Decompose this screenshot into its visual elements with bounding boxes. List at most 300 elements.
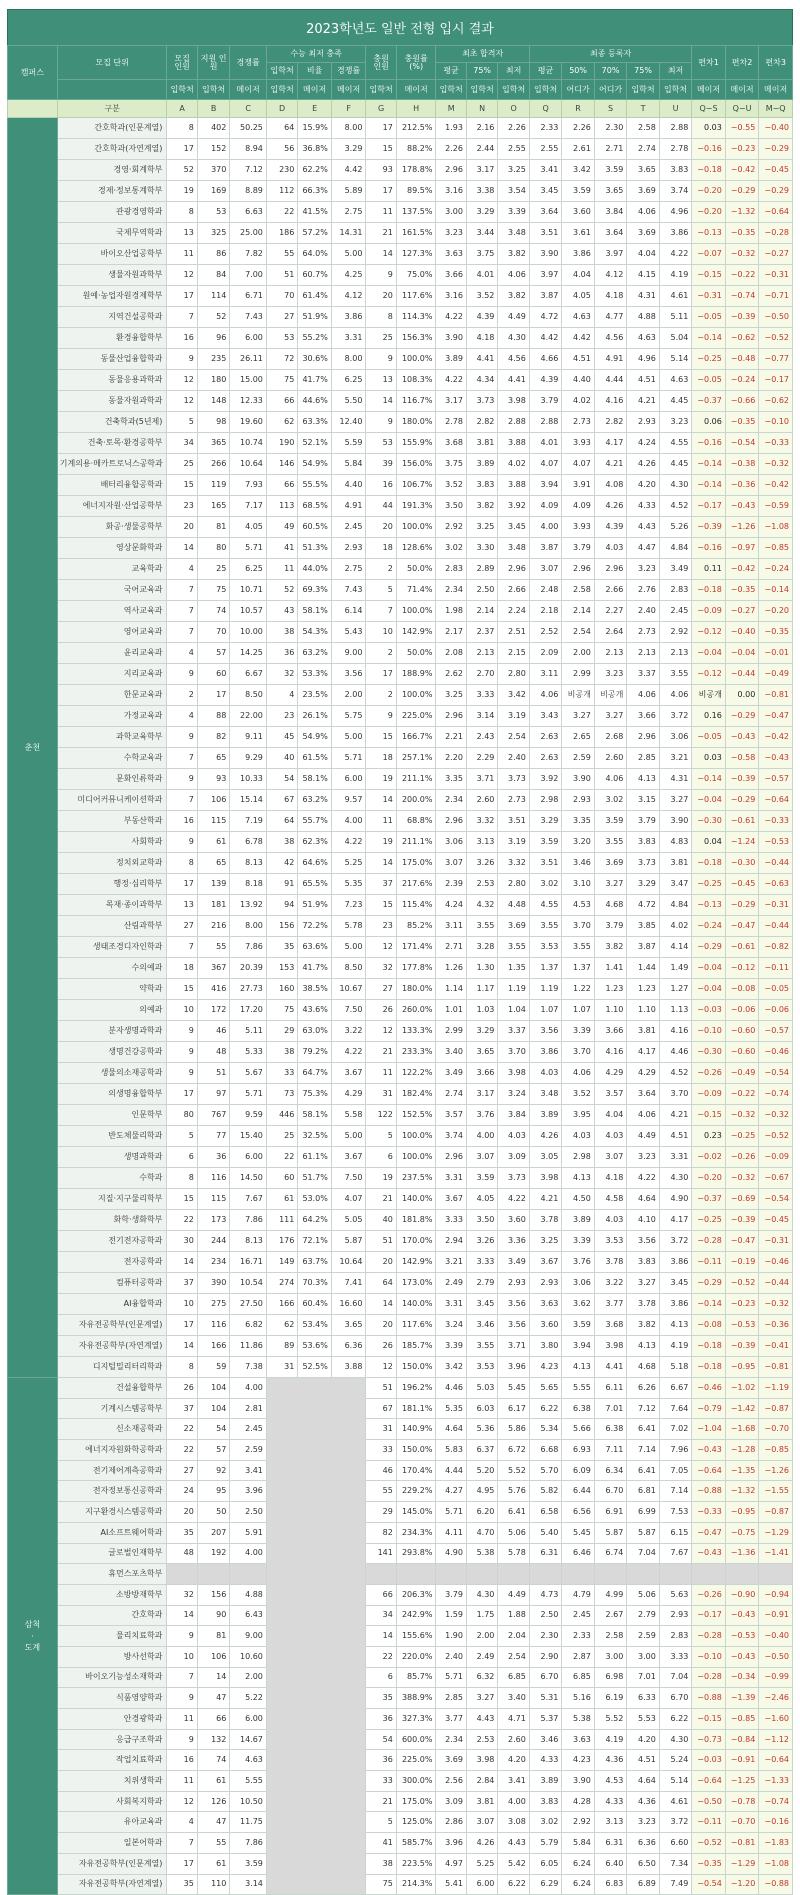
sub-final-50: 50% xyxy=(562,63,594,80)
value-cell: 3.55 xyxy=(466,1336,497,1357)
value-cell: 390 xyxy=(197,1273,229,1294)
value-cell: 2.96 xyxy=(436,160,466,181)
value-cell: 61 xyxy=(197,1771,229,1792)
deviation-cell: −1.32 xyxy=(725,202,759,223)
value-cell: 41 xyxy=(266,538,297,559)
value-cell: 14 xyxy=(167,1336,197,1357)
value-cell: 32 xyxy=(266,664,297,685)
deviation-cell: −0.29 xyxy=(725,181,759,202)
value-cell: 9 xyxy=(366,265,396,286)
value-cell: 2.90 xyxy=(529,1646,561,1667)
table-row xyxy=(8,1874,793,1895)
value-cell: 3.39 xyxy=(562,1231,594,1252)
value-cell: 5.35 xyxy=(436,1398,466,1419)
value-cell: 60.5% xyxy=(298,517,332,538)
deviation-cell: −0.43 xyxy=(725,1646,759,1667)
page-title: 2023학년도 일반 전형 입시 결과 xyxy=(7,9,793,45)
value-cell: 4.41 xyxy=(498,370,529,391)
value-cell: 1.44 xyxy=(627,958,659,979)
value-cell: 4.12 xyxy=(331,286,366,307)
value-cell: 4 xyxy=(167,1812,197,1833)
deviation-cell: −0.47 xyxy=(725,916,759,937)
deviation-cell: −0.48 xyxy=(725,349,759,370)
value-cell: 69.3% xyxy=(298,580,332,601)
deviation-cell: −0.61 xyxy=(725,937,759,958)
value-cell: 2.87 xyxy=(562,1646,594,1667)
value-cell: 6.81 xyxy=(627,1481,659,1502)
value-cell: 3.22 xyxy=(594,1273,626,1294)
deviation-cell: −0.28 xyxy=(692,1231,726,1252)
value-cell: 2.34 xyxy=(436,1729,466,1750)
table-row xyxy=(8,580,793,601)
table-row xyxy=(8,1626,793,1647)
value-cell: 27 xyxy=(266,307,297,328)
deviation-cell: −2.46 xyxy=(759,1688,793,1709)
value-cell: 4.03 xyxy=(562,1126,594,1147)
value-cell: 2.73 xyxy=(627,622,659,643)
value-cell: 3.94 xyxy=(529,475,561,496)
value-cell: 3.88 xyxy=(498,475,529,496)
deviation-cell: −0.27 xyxy=(759,244,793,265)
deviation-cell: −0.69 xyxy=(725,1189,759,1210)
value-cell: 178.8% xyxy=(396,160,436,181)
value-cell: 4.90 xyxy=(659,1189,692,1210)
deviation-cell: −0.11 xyxy=(759,958,793,979)
value-cell: 4.08 xyxy=(594,475,626,496)
value-cell: 3.47 xyxy=(659,874,692,895)
value-cell: 2.50 xyxy=(529,1605,561,1626)
value-cell: 3.06 xyxy=(436,832,466,853)
deviation-cell: −0.90 xyxy=(725,1584,759,1605)
value-cell: 106.7% xyxy=(396,475,436,496)
value-cell: 2.74 xyxy=(436,1084,466,1105)
value-cell: 402 xyxy=(197,118,229,139)
value-cell: 6.70 xyxy=(659,1688,692,1709)
value-cell: 2.96 xyxy=(627,727,659,748)
table-row xyxy=(8,853,793,874)
table-row xyxy=(8,979,793,1000)
value-cell: 4.84 xyxy=(659,538,692,559)
value-cell: 4.40 xyxy=(331,475,366,496)
value-cell: 4.83 xyxy=(659,832,692,853)
value-cell: 5.14 xyxy=(659,1771,692,1792)
value-cell: 133.3% xyxy=(396,1021,436,1042)
column-letter: U xyxy=(659,100,692,118)
value-cell: 4.88 xyxy=(627,307,659,328)
value-cell: 156 xyxy=(266,916,297,937)
source-cell: 메이저 xyxy=(725,80,759,100)
value-cell: 3.86 xyxy=(659,1252,692,1273)
value-cell: 3.81 xyxy=(659,853,692,874)
deviation-cell: 비공개 xyxy=(692,685,726,706)
value-cell: 3.64 xyxy=(627,1084,659,1105)
header-regrate: 충원률 (%) xyxy=(396,46,436,80)
value-cell: 2.13 xyxy=(659,643,692,664)
value-cell: 3.59 xyxy=(562,181,594,202)
value-cell: 92 xyxy=(197,1460,229,1481)
value-cell: 2.96 xyxy=(498,559,529,580)
deviation-cell: −0.33 xyxy=(759,811,793,832)
value-cell: 3.23 xyxy=(659,412,692,433)
unit-name: 자유전공학부(자연계열) xyxy=(57,1336,167,1357)
value-cell: 141 xyxy=(366,1543,396,1564)
deviation-cell: −0.57 xyxy=(759,769,793,790)
value-cell: 6 xyxy=(366,1147,396,1168)
value-cell: 4.58 xyxy=(594,1189,626,1210)
value-cell: 244 xyxy=(197,1231,229,1252)
value-cell: 14 xyxy=(167,1252,197,1273)
value-cell: 2.26 xyxy=(498,118,529,139)
unit-name: AI융합학과 xyxy=(57,1294,167,1315)
deviation-cell: 0.06 xyxy=(692,412,726,433)
value-cell: 9 xyxy=(366,349,396,370)
value-cell: 5.86 xyxy=(498,1419,529,1440)
value-cell: 12 xyxy=(167,1791,197,1812)
value-cell: 1.90 xyxy=(436,1626,466,1647)
deviation-cell: −0.64 xyxy=(759,1750,793,1771)
value-cell: 5.34 xyxy=(529,1419,561,1440)
value-cell: 7 xyxy=(167,937,197,958)
value-cell: 15.9% xyxy=(298,118,332,139)
value-cell: 81 xyxy=(197,1626,229,1647)
value-cell: 51 xyxy=(366,1378,396,1399)
value-cell: 52.1% xyxy=(298,433,332,454)
value-cell: 10.71 xyxy=(230,580,267,601)
deviation-cell: −1.02 xyxy=(725,1378,759,1399)
unit-name: 지구환경시스템공학과 xyxy=(57,1502,167,1523)
value-cell: 14.50 xyxy=(230,1168,267,1189)
value-cell: 4.20 xyxy=(498,1750,529,1771)
value-cell: 180.0% xyxy=(396,979,436,1000)
value-cell: 4.13 xyxy=(627,1336,659,1357)
deviation-cell: −0.43 xyxy=(759,748,793,769)
value-cell: 2.49 xyxy=(466,1646,497,1667)
value-cell: 6.09 xyxy=(562,1460,594,1481)
deviation-cell: −0.14 xyxy=(692,475,726,496)
deviation-cell: −0.54 xyxy=(759,1189,793,1210)
value-cell: 67 xyxy=(366,1398,396,1419)
value-cell: 3.33 xyxy=(659,1646,692,1667)
value-cell: 3.86 xyxy=(659,223,692,244)
value-cell: 62.3% xyxy=(298,832,332,853)
value-cell: 274 xyxy=(266,1273,297,1294)
value-cell: 5.38 xyxy=(466,1543,497,1564)
value-cell: 2.49 xyxy=(436,1273,466,1294)
deviation-cell: −0.52 xyxy=(759,328,793,349)
value-cell: 2.83 xyxy=(436,559,466,580)
value-cell: 4.31 xyxy=(659,769,692,790)
value-cell: 26 xyxy=(167,1378,197,1399)
value-cell: 54.9% xyxy=(298,727,332,748)
value-cell: 38 xyxy=(266,622,297,643)
value-cell: 3.39 xyxy=(562,1021,594,1042)
unit-name: 분자생명과학과 xyxy=(57,1021,167,1042)
deviation-cell: −0.17 xyxy=(759,370,793,391)
value-cell: 4.29 xyxy=(331,1084,366,1105)
value-cell: 61.1% xyxy=(298,1147,332,1168)
value-cell: 126 xyxy=(197,1791,229,1812)
deviation-cell: −0.29 xyxy=(692,1273,726,1294)
value-cell: 6.25 xyxy=(230,559,267,580)
value-cell: 17 xyxy=(366,118,396,139)
table-row xyxy=(8,1853,793,1874)
value-cell: 14 xyxy=(366,391,396,412)
value-cell: 6.50 xyxy=(627,1853,659,1874)
value-cell: 10.64 xyxy=(331,1252,366,1273)
value-cell: 2.88 xyxy=(498,412,529,433)
value-cell: 4.50 xyxy=(562,1189,594,1210)
value-cell: 4.91 xyxy=(331,496,366,517)
value-cell: 4.07 xyxy=(562,454,594,475)
value-cell: 1.17 xyxy=(466,979,497,1000)
value-cell: 4.40 xyxy=(562,370,594,391)
value-cell: 89.5% xyxy=(396,181,436,202)
deviation-cell: −1.29 xyxy=(725,1853,759,1874)
value-cell: 17 xyxy=(167,874,197,895)
value-cell: 41 xyxy=(366,1833,396,1854)
deviation-cell: −0.05 xyxy=(692,307,726,328)
value-cell: 25 xyxy=(167,454,197,475)
value-cell: 4.46 xyxy=(659,1042,692,1063)
value-cell: 4.33 xyxy=(627,496,659,517)
value-cell: 2.93 xyxy=(659,1605,692,1626)
value-cell: 31 xyxy=(366,1419,396,1440)
value-cell: 59 xyxy=(197,1357,229,1378)
table-row xyxy=(8,1252,793,1273)
deviation-cell: −0.13 xyxy=(692,895,726,916)
header-dev2: 편차2 xyxy=(725,46,759,80)
value-cell: 7 xyxy=(167,1833,197,1854)
value-cell: 4.49 xyxy=(498,1584,529,1605)
value-cell: 2.33 xyxy=(562,1626,594,1647)
value-cell: 4.13 xyxy=(562,1357,594,1378)
value-cell xyxy=(197,1564,229,1585)
deviation-cell: −0.50 xyxy=(759,307,793,328)
value-cell: 4.03 xyxy=(594,1126,626,1147)
value-cell: 27 xyxy=(366,979,396,1000)
value-cell: 3.29 xyxy=(627,874,659,895)
value-cell: 1.59 xyxy=(436,1605,466,1626)
value-cell: 2.68 xyxy=(594,727,626,748)
deviation-cell: −0.27 xyxy=(725,601,759,622)
value-cell: 9 xyxy=(167,664,197,685)
value-cell: 8.89 xyxy=(230,181,267,202)
value-cell: 12 xyxy=(366,937,396,958)
deviation-cell: −0.32 xyxy=(759,1105,793,1126)
source-cell: 메이저 xyxy=(298,80,332,100)
value-cell: 3.17 xyxy=(466,1084,497,1105)
value-cell: 3.45 xyxy=(659,1273,692,1294)
value-cell: 152 xyxy=(197,139,229,160)
value-cell: 27 xyxy=(167,1460,197,1481)
value-cell: 3.59 xyxy=(562,1315,594,1336)
deviation-cell: −1.08 xyxy=(759,517,793,538)
value-cell: 3.98 xyxy=(529,1168,561,1189)
value-cell: 3.16 xyxy=(436,286,466,307)
deviation-cell: −0.45 xyxy=(725,874,759,895)
value-cell: 108.3% xyxy=(396,370,436,391)
value-cell: 234 xyxy=(197,1252,229,1273)
value-cell: 4.72 xyxy=(529,307,561,328)
deviation-cell: −0.32 xyxy=(725,1168,759,1189)
value-cell: 2.45 xyxy=(230,1419,267,1440)
value-cell: 4.44 xyxy=(436,1460,466,1481)
value-cell: 3.27 xyxy=(659,790,692,811)
value-cell: 3.48 xyxy=(498,223,529,244)
value-cell: 6.22 xyxy=(498,1874,529,1895)
value-cell: 3.23 xyxy=(436,223,466,244)
value-cell: 16 xyxy=(167,328,197,349)
value-cell: 11 xyxy=(366,202,396,223)
unit-name: 안경광학과 xyxy=(57,1709,167,1730)
value-cell: 4.22 xyxy=(498,1189,529,1210)
deviation-cell: −0.60 xyxy=(725,1021,759,1042)
value-cell: 237.5% xyxy=(396,1168,436,1189)
value-cell: 5.06 xyxy=(498,1522,529,1543)
value-cell: 2.54 xyxy=(498,727,529,748)
header-first-pass: 최초 합격자 xyxy=(436,46,529,63)
value-cell: 3.79 xyxy=(436,1584,466,1605)
value-cell: 4.51 xyxy=(627,370,659,391)
value-cell: 55.5% xyxy=(298,475,332,496)
unit-name: 신소재공학과 xyxy=(57,1419,167,1440)
value-cell: 4.51 xyxy=(627,1750,659,1771)
unit-name: 전자정보통신공학과 xyxy=(57,1481,167,1502)
value-cell: 216 xyxy=(197,916,229,937)
value-cell: 3.29 xyxy=(331,139,366,160)
unit-name: 경영·회계학부 xyxy=(57,160,167,181)
deviation-cell: −1.36 xyxy=(725,1543,759,1564)
value-cell: 1.19 xyxy=(498,979,529,1000)
value-cell: 4.30 xyxy=(466,1584,497,1605)
value-cell: 1.13 xyxy=(659,1000,692,1021)
value-cell: 2.26 xyxy=(562,118,594,139)
value-cell: 3.89 xyxy=(529,1105,561,1126)
value-cell: 55.2% xyxy=(298,328,332,349)
value-cell: 155.9% xyxy=(396,433,436,454)
deviation-cell: −0.50 xyxy=(692,1791,726,1812)
value-cell: 100.0% xyxy=(396,1126,436,1147)
value-cell: 3.77 xyxy=(436,1709,466,1730)
deviation-cell: −0.54 xyxy=(692,1874,726,1895)
value-cell: 53.4% xyxy=(298,1315,332,1336)
value-cell: 3.82 xyxy=(466,496,497,517)
deviation-cell: −0.42 xyxy=(759,475,793,496)
value-cell: 2.39 xyxy=(436,874,466,895)
value-cell: 3.79 xyxy=(627,811,659,832)
table-row xyxy=(8,370,793,391)
value-cell: 5.25 xyxy=(466,1853,497,1874)
value-cell: 2.78 xyxy=(659,139,692,160)
value-cell: 6.00 xyxy=(466,1874,497,1895)
value-cell: 4.20 xyxy=(627,475,659,496)
deviation-cell: 0.03 xyxy=(692,118,726,139)
value-cell: 17 xyxy=(167,286,197,307)
value-cell: 2.76 xyxy=(627,580,659,601)
value-cell: 175.0% xyxy=(396,1791,436,1812)
value-cell: 11.75 xyxy=(230,1812,267,1833)
value-cell: 3.56 xyxy=(627,1231,659,1252)
value-cell: 2.98 xyxy=(562,1147,594,1168)
value-cell: 166 xyxy=(197,1336,229,1357)
value-cell: 17 xyxy=(366,181,396,202)
deviation-cell: −0.12 xyxy=(692,622,726,643)
value-cell: 50.25 xyxy=(230,118,267,139)
value-cell: 9.29 xyxy=(230,748,267,769)
value-cell: 35 xyxy=(167,1874,197,1895)
value-cell xyxy=(529,1564,561,1585)
deviation-cell: −0.95 xyxy=(725,1502,759,1523)
value-cell: 15 xyxy=(366,895,396,916)
deviation-cell: −0.54 xyxy=(759,1063,793,1084)
value-cell: 4.09 xyxy=(529,496,561,517)
deviation-cell: −0.18 xyxy=(692,1357,726,1378)
value-cell: 4.13 xyxy=(562,1168,594,1189)
value-cell: 3.65 xyxy=(627,160,659,181)
value-cell: 5.53 xyxy=(627,1709,659,1730)
value-cell: 3.41 xyxy=(529,160,561,181)
value-cell: 6.22 xyxy=(659,1709,692,1730)
header-rate: 경쟁률 xyxy=(230,46,267,80)
value-cell: 3.05 xyxy=(529,1147,561,1168)
value-cell: 3.59 xyxy=(230,1853,267,1874)
value-cell: 6.24 xyxy=(562,1853,594,1874)
deviation-cell: −0.52 xyxy=(692,1833,726,1854)
deviation-cell: −0.40 xyxy=(759,118,793,139)
value-cell: 16 xyxy=(167,1750,197,1771)
deviation-cell: −0.26 xyxy=(692,1584,726,1605)
value-cell: 41.7% xyxy=(298,370,332,391)
deviation-cell xyxy=(692,1564,726,1585)
deviation-cell: −0.61 xyxy=(725,811,759,832)
value-cell: 75.0% xyxy=(396,265,436,286)
value-cell: 4.64 xyxy=(436,1419,466,1440)
value-cell: 3.27 xyxy=(466,1688,497,1709)
table-row xyxy=(8,1791,793,1812)
deviation-cell: −0.87 xyxy=(759,1502,793,1523)
value-cell: 4.64 xyxy=(627,1771,659,1792)
value-cell: 20 xyxy=(167,517,197,538)
unit-name: 수학교육과 xyxy=(57,748,167,769)
deviation-cell: −0.04 xyxy=(725,643,759,664)
value-cell: 14.31 xyxy=(331,223,366,244)
sub-pass-min: 최저 xyxy=(498,63,529,80)
source-cell: 메이저 xyxy=(230,80,267,100)
value-cell: 5.45 xyxy=(498,1378,529,1399)
value-cell: 6.83 xyxy=(594,1874,626,1895)
value-cell: 3.56 xyxy=(498,1294,529,1315)
deviation-cell: −0.12 xyxy=(725,958,759,979)
deviation-cell: −0.39 xyxy=(725,1210,759,1231)
value-cell: 3.78 xyxy=(529,1210,561,1231)
value-cell: 191.3% xyxy=(396,496,436,517)
deviation-cell: −0.29 xyxy=(725,895,759,916)
header-dev1: 편차1 xyxy=(692,46,726,80)
value-cell: 4.88 xyxy=(230,1584,267,1605)
value-cell: 4.41 xyxy=(594,1357,626,1378)
value-cell: 3.89 xyxy=(529,1771,561,1792)
value-cell: 106 xyxy=(197,1646,229,1667)
value-cell: 6.93 xyxy=(562,1440,594,1461)
value-cell: 4.97 xyxy=(436,1853,466,1874)
value-cell: 3.42 xyxy=(498,685,529,706)
table-row xyxy=(8,1231,793,1252)
value-cell: 3.71 xyxy=(466,769,497,790)
value-cell: 3.09 xyxy=(498,1147,529,1168)
value-cell: 14 xyxy=(197,1667,229,1688)
value-cell: 3.69 xyxy=(627,223,659,244)
value-cell: 44.6% xyxy=(298,391,332,412)
